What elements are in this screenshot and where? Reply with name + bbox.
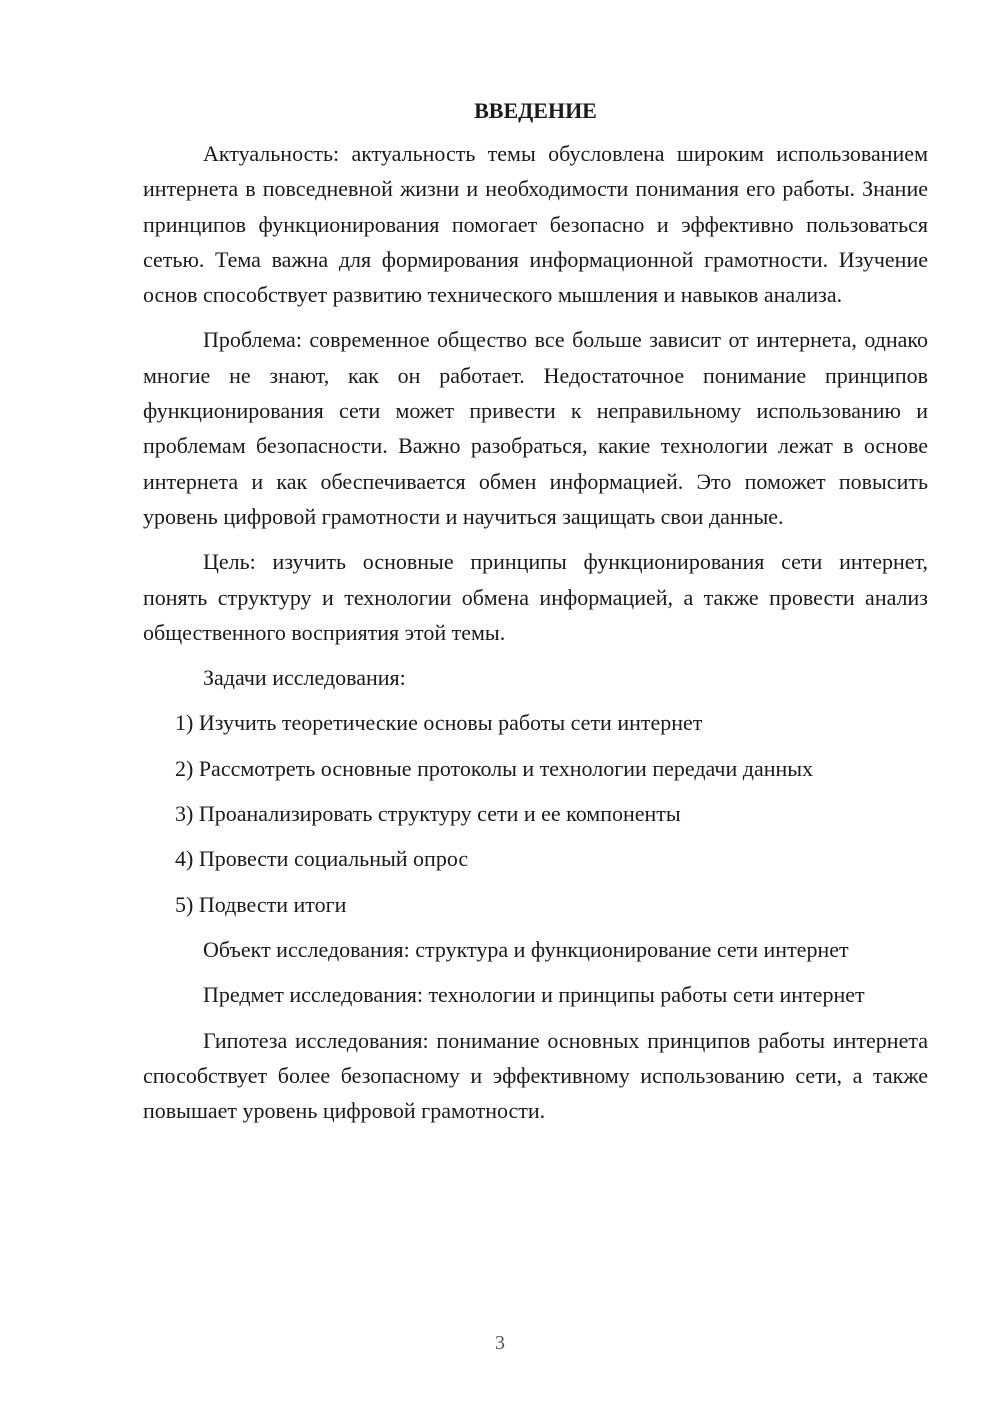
document-page [143,96,928,1138]
paragraph-relevance: Актуальность: актуальность темы обусловлена широким использованием интернета в повседневной жизни и необходимости понимания его работы. Знание принципов функционирования помогает безопасно и эффективно пользоваться сетью. Тема важна для формирования информационной грамотности. Изучение основ способствует развитию технического мышления и навыков анализа. [143,141,928,308]
task-item-5: 5) Подвести итоги [175,891,347,917]
task-item-2: 2) Рассмотреть основные протоколы и технологии передачи данных [175,755,814,781]
paragraph-subject: Предмет исследования: технологии и принципы работы сети интернет [203,982,865,1008]
task-item-3: 3) Проанализировать структуру сети и ее компоненты [175,801,681,827]
tasks-list [143,705,928,921]
tasks-heading: Задачи исследования: [203,665,406,691]
paragraph-hypothesis: Гипотеза исследования: понимание основных принципов работы интернета способствует более безопасному и эффективному использованию сети, а также повышает уровень цифровой грамотности. [143,1027,928,1124]
paragraph-problem: Проблема: современное общество все больше зависит от интернета, однако многие не знают, как он работает. Недостаточное понимание принципов функционирования сети может привести к неправильному использованию и проблемам безопасности. Важно разобраться, какие технологии лежат в основе интернета и как обеспечивается обмен информацией. Это поможет повысить уровень цифровой грамотности и научиться защищать свои данные. [143,327,928,529]
task-item-1: 1) Изучить теоретические основы работы сети интернет [175,710,703,736]
paragraph-goal: Цель: изучить основные принципы функционирования сети интернет, понять структуру и технологии обмена информацией, а также провести анализ общественного восприятия этой темы. [143,549,928,645]
paragraph-object: Объект исследования: структура и функционирование сети интернет [203,936,849,962]
section-title: ВВЕДЕНИЕ [474,98,597,123]
task-item-4: 4) Провести социальный опрос [175,846,469,872]
page-number: 3 [495,1332,505,1354]
